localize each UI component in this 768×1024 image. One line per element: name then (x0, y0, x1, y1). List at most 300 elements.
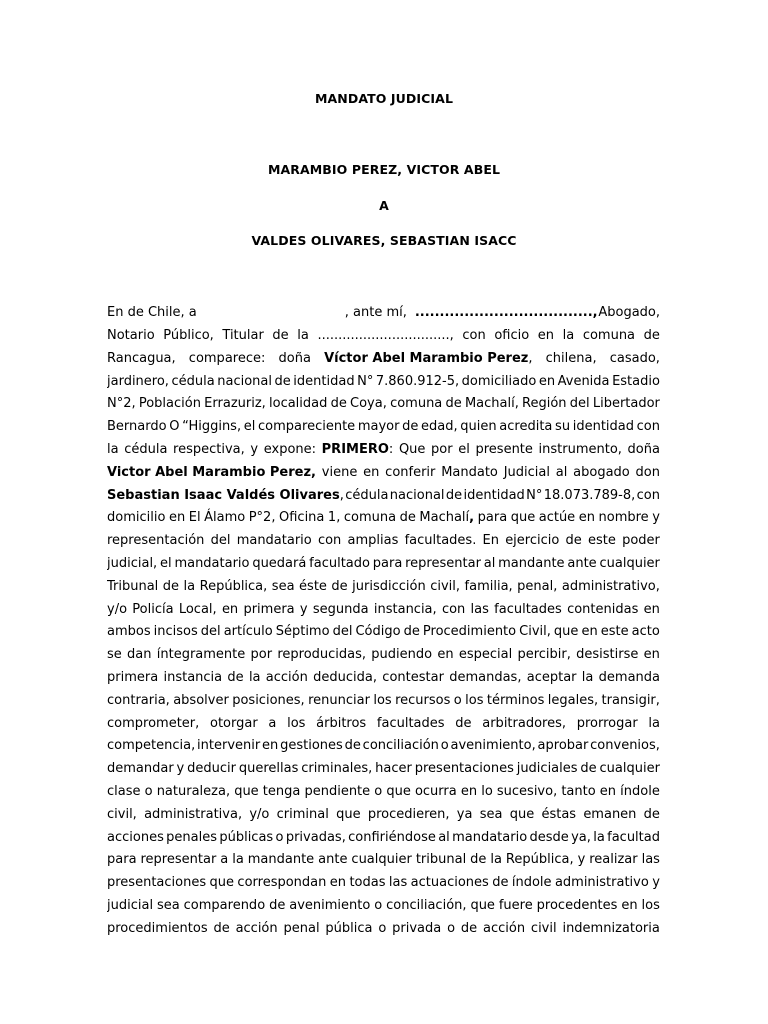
body-word (157, 781, 230, 804)
body-word (107, 849, 137, 872)
body-word (421, 416, 458, 439)
body-word (599, 667, 660, 690)
body-word (522, 393, 567, 416)
body-word (371, 644, 432, 667)
word-text: mayor (357, 419, 400, 435)
word-text: N° (526, 487, 543, 503)
word-text: la (248, 669, 261, 685)
body-word (351, 849, 411, 872)
word-text: por (250, 647, 273, 663)
attorney-name: VALDES OLIVARES, SEBASTIAN ISACC (251, 233, 517, 248)
word-text: administrativo, (561, 578, 660, 594)
word-text: deducir (187, 761, 236, 777)
word-text: de (643, 328, 660, 343)
word-text: quien (460, 419, 497, 435)
body-word (570, 393, 590, 416)
word-text: acción (235, 920, 278, 936)
body-word (331, 393, 347, 416)
word-text: facultades. (404, 533, 477, 549)
word-text: Machalí, (464, 396, 519, 412)
body-word (219, 827, 273, 850)
word-text: éstas (541, 806, 577, 822)
body-line (107, 872, 660, 895)
word-text: poder (622, 533, 660, 549)
body-word (512, 872, 552, 895)
word-text: facultades (376, 715, 445, 731)
body-word (577, 713, 638, 736)
word-text: de (402, 419, 419, 435)
word-text: el (243, 419, 256, 435)
word-text: primera (107, 669, 159, 685)
body-word (561, 781, 595, 804)
word-text: comprometer, (107, 715, 200, 731)
word-text: cualquier (351, 852, 412, 868)
body-word (578, 849, 586, 872)
word-text: este (600, 624, 629, 640)
body-word (107, 530, 204, 553)
body-word (462, 325, 485, 348)
body-word (487, 690, 544, 713)
word-text: doña (627, 441, 660, 457)
body-word (145, 781, 153, 804)
word-text: sea (156, 897, 180, 913)
word-text: de (580, 761, 597, 777)
word-text: las (470, 601, 489, 617)
word-text: edad, (421, 419, 458, 435)
word-text: , ante mí, (344, 305, 407, 320)
word-text: desistirse (576, 647, 639, 663)
body-word (200, 576, 268, 599)
body-word (385, 462, 435, 485)
body-word (141, 849, 217, 872)
word-text: indemnizatoria (562, 920, 660, 936)
body-word (652, 872, 660, 895)
word-text: especial (458, 647, 513, 663)
body-word (389, 872, 407, 895)
body-word (484, 553, 496, 576)
body-word (107, 485, 344, 508)
body-word (173, 439, 245, 462)
body-word (458, 439, 470, 462)
grantor-name: MARAMBIO PEREZ, VICTOR ABEL (267, 162, 501, 177)
body-word (416, 849, 466, 872)
word-text: mandatario (236, 533, 312, 549)
word-text: la (183, 578, 196, 594)
word-text: en (262, 738, 279, 754)
word-text: Notario (107, 328, 155, 343)
word-text: administrativo (554, 875, 649, 891)
word-text: a (268, 715, 277, 731)
body-word (539, 507, 575, 530)
word-text: presentaciones (414, 761, 514, 777)
body-word (465, 393, 519, 416)
body-line (107, 849, 660, 872)
word-text: con (636, 419, 660, 435)
body-word (357, 371, 373, 394)
word-text: para (107, 852, 137, 868)
body-word (289, 895, 370, 918)
word-text: de (445, 396, 462, 412)
word-text: fuere (498, 897, 533, 913)
word-text: actuaciones (410, 875, 489, 891)
word-text: realizar (589, 852, 638, 868)
word-text: En de Chile, a (107, 305, 197, 320)
word-text: lo (481, 783, 493, 799)
body-line (107, 439, 660, 462)
word-text: la (490, 852, 502, 868)
word-text: en (538, 373, 556, 389)
word-text: y/o (107, 601, 128, 617)
body-word (262, 735, 278, 758)
word-text: pudiendo (371, 647, 433, 663)
body-word (272, 325, 288, 348)
word-text: o (453, 692, 462, 708)
body-word (169, 416, 179, 439)
word-text: facultado (309, 555, 370, 571)
word-text: que (509, 806, 535, 822)
body-word (348, 530, 399, 553)
word-text: con (317, 533, 342, 549)
body-word (239, 758, 299, 781)
word-text: la (562, 328, 575, 343)
word-text: procedieren, (367, 806, 450, 822)
word-text: del (332, 624, 353, 640)
word-text: dan (127, 647, 152, 663)
body-word (555, 416, 570, 439)
word-text: ................................, (317, 328, 454, 343)
document-title: MANDATO JUDICIAL (314, 91, 454, 106)
word-text: de (492, 875, 509, 891)
word-text: doña (278, 350, 311, 366)
word-text: localidad (269, 396, 328, 412)
body-word (374, 781, 382, 804)
word-text: Que (398, 441, 426, 457)
word-text: querellas (238, 761, 299, 777)
body-word (243, 599, 294, 622)
word-text: o (144, 783, 153, 799)
body-word (563, 325, 575, 348)
body-word (224, 621, 273, 644)
body-word (304, 781, 370, 804)
word-text: privadas, (285, 829, 346, 845)
body-line (107, 621, 660, 644)
word-text: la (581, 669, 594, 685)
body-line (107, 485, 660, 508)
body-word (470, 895, 495, 918)
word-text: con (462, 328, 486, 343)
body-word (373, 690, 391, 713)
body-word (344, 507, 396, 530)
word-text: actúe (538, 510, 576, 526)
body-word (107, 827, 164, 850)
word-text: expone: (263, 441, 317, 457)
word-text: o (378, 920, 387, 936)
body-word (377, 713, 445, 736)
body-word (588, 530, 616, 553)
word-text: de (565, 533, 582, 549)
body-word (374, 599, 437, 622)
word-text: República, (199, 578, 268, 594)
body-word (275, 371, 291, 394)
word-text: cualquier (599, 761, 660, 777)
word-text: la (648, 715, 660, 731)
word-text: Estadio (612, 373, 660, 389)
word-text: representar (405, 555, 481, 571)
word-text: con (636, 487, 660, 503)
word-text: por (431, 441, 453, 457)
word-text: recursos (395, 692, 451, 708)
word-text: en (168, 510, 186, 526)
body-word (299, 576, 327, 599)
body-word (248, 849, 314, 872)
word-text: confiriéndose (348, 829, 436, 845)
body-word (363, 462, 379, 485)
word-text: civil (530, 920, 557, 936)
word-text: convenios, (590, 738, 660, 754)
word-text: jurisdicción (352, 578, 426, 594)
body-word (392, 918, 441, 941)
word-text: aceptar (526, 669, 577, 685)
body-word (459, 644, 512, 667)
body-word (107, 507, 165, 530)
body-word (184, 576, 196, 599)
word-text: de (455, 715, 472, 731)
word-text: contraria, (107, 692, 170, 708)
word-text: y/o (249, 806, 270, 822)
word-text: Álamo (204, 510, 246, 526)
body-word (600, 758, 660, 781)
body-word (482, 713, 566, 736)
body-word (358, 416, 400, 439)
body-word (264, 439, 316, 462)
word-text: que (510, 510, 536, 526)
body-line (107, 781, 660, 804)
word-text: y (577, 852, 586, 868)
word-text: artículo (223, 624, 273, 640)
body-word (539, 371, 555, 394)
word-text: civil, (107, 806, 137, 822)
word-text: Civil, (519, 624, 551, 640)
word-text: cualquier (599, 555, 660, 571)
word-text: tenga (262, 783, 301, 799)
body-word (350, 393, 387, 416)
word-text: Oficina (279, 510, 325, 526)
bold-text: , (469, 510, 475, 526)
word-text: sucesivo, (496, 783, 558, 799)
body-word (280, 735, 343, 758)
word-text: Policía (132, 601, 174, 617)
word-text: de (213, 920, 230, 936)
word-text: N°2, (107, 396, 136, 412)
body-word (590, 735, 660, 758)
body-line (107, 530, 660, 553)
word-text: instancia, (373, 601, 437, 617)
word-text: cédula (171, 373, 215, 389)
body-line (107, 758, 660, 781)
word-text: representar (140, 852, 217, 868)
body-word (107, 416, 167, 439)
body-word (174, 553, 249, 576)
word-text: nacional (389, 487, 445, 503)
body-word (169, 507, 185, 530)
word-text: Avenida (557, 373, 610, 389)
body-word (272, 576, 295, 599)
word-text: su (555, 419, 571, 435)
body-word (478, 507, 508, 530)
word-text: representación (107, 533, 205, 549)
word-text: arbitradores, (482, 715, 567, 731)
body-word (107, 758, 174, 781)
word-text: de (403, 624, 420, 640)
word-text: “Higgins, (182, 419, 242, 435)
word-text: abogado (573, 464, 630, 480)
body-word (249, 804, 269, 827)
word-text: En (482, 533, 499, 549)
word-text: sea (271, 578, 295, 594)
body-word (419, 507, 474, 530)
word-text: casado, (609, 350, 660, 366)
word-text: los (465, 692, 484, 708)
bold-text: PRIMERO (321, 441, 389, 457)
word-text: , (339, 487, 344, 503)
body-word (529, 827, 568, 850)
word-text: y (299, 601, 308, 617)
word-text: de (331, 578, 348, 594)
body-word (593, 827, 605, 850)
word-text: administrativa, (144, 806, 243, 822)
body-line (107, 735, 660, 758)
body-word (251, 644, 273, 667)
body-word (517, 758, 578, 781)
body-word (107, 553, 157, 576)
word-text: presentaciones (107, 875, 207, 891)
word-text: sea (479, 806, 503, 822)
body-word (562, 918, 659, 941)
body-word (345, 302, 407, 325)
body-word (179, 599, 217, 622)
word-text: Región (522, 396, 567, 412)
word-text: para (477, 510, 508, 526)
body-word (336, 804, 361, 827)
word-text: mandatario (452, 829, 528, 845)
body-word (539, 439, 622, 462)
body-word (222, 599, 238, 622)
word-text: al (483, 555, 496, 571)
body-word (442, 599, 465, 622)
word-text: jardinero, (107, 373, 169, 389)
body-word (317, 325, 453, 348)
body-word (438, 827, 450, 850)
word-text: que (386, 783, 411, 799)
body-word (308, 690, 370, 713)
body-word (107, 302, 197, 325)
word-text: avenimiento (289, 897, 371, 913)
word-text: penal (283, 920, 320, 936)
document-body (107, 302, 660, 941)
body-word (546, 348, 597, 371)
body-word (232, 849, 244, 872)
word-text: de (274, 373, 291, 389)
body-word (599, 553, 659, 576)
body-word (579, 507, 595, 530)
word-text: respectiva, (173, 441, 245, 457)
word-text: en (578, 510, 595, 526)
word-text: conciliación, (386, 897, 467, 913)
body-word (544, 485, 636, 508)
body-word (276, 621, 330, 644)
body-word (642, 849, 660, 872)
word-text: en (537, 328, 555, 343)
word-text: competencia, (107, 738, 196, 754)
word-text: comparece: (188, 350, 266, 366)
body-word (504, 462, 550, 485)
word-text: comparendo (183, 897, 266, 913)
word-text: de (269, 897, 286, 913)
body-word (220, 849, 228, 872)
word-text: Machalí (419, 510, 470, 526)
word-text: este (587, 533, 616, 549)
body-word (483, 918, 525, 941)
body-word (405, 530, 477, 553)
body-word (457, 804, 473, 827)
body-word (139, 393, 201, 416)
word-text: en (437, 647, 454, 663)
word-text: identidad (463, 487, 525, 503)
word-text: los (287, 715, 306, 731)
word-text: Público, (163, 328, 214, 343)
word-text: términos (486, 692, 545, 708)
word-text: cédula (124, 441, 168, 457)
body-word (599, 507, 649, 530)
word-text: gestiones (280, 738, 343, 754)
body-word (345, 735, 361, 758)
body-word (411, 872, 489, 895)
body-word (395, 690, 450, 713)
body-word (333, 621, 353, 644)
word-text: en (460, 783, 478, 799)
word-text: en (599, 783, 617, 799)
word-text: o (374, 783, 383, 799)
body-word (510, 804, 535, 827)
word-text: el (458, 441, 470, 457)
body-word (293, 371, 354, 394)
word-text: o (440, 738, 449, 754)
body-word (244, 416, 256, 439)
body-word (382, 667, 444, 690)
word-text: Mandato (441, 464, 498, 480)
word-text: Local, (178, 601, 217, 617)
word-text: íntegramente (156, 647, 246, 663)
body-word (124, 439, 167, 462)
word-text: nombre (598, 510, 649, 526)
word-text: las (641, 852, 660, 868)
body-word (368, 804, 450, 827)
word-text: comuna (582, 328, 636, 343)
word-text: Población (138, 396, 201, 412)
word-text: de (470, 852, 487, 868)
word-text: posiciones, (232, 692, 305, 708)
body-word (204, 507, 245, 530)
body-word (328, 507, 340, 530)
bold-text: Victor Abel Marambio Perez, (107, 464, 316, 480)
body-word (107, 918, 208, 941)
word-text: viene (321, 464, 358, 480)
body-word (475, 439, 532, 462)
body-word (567, 553, 596, 576)
body-word (581, 621, 597, 644)
word-text: contenidas (567, 601, 639, 617)
word-text: procedentes (536, 897, 618, 913)
